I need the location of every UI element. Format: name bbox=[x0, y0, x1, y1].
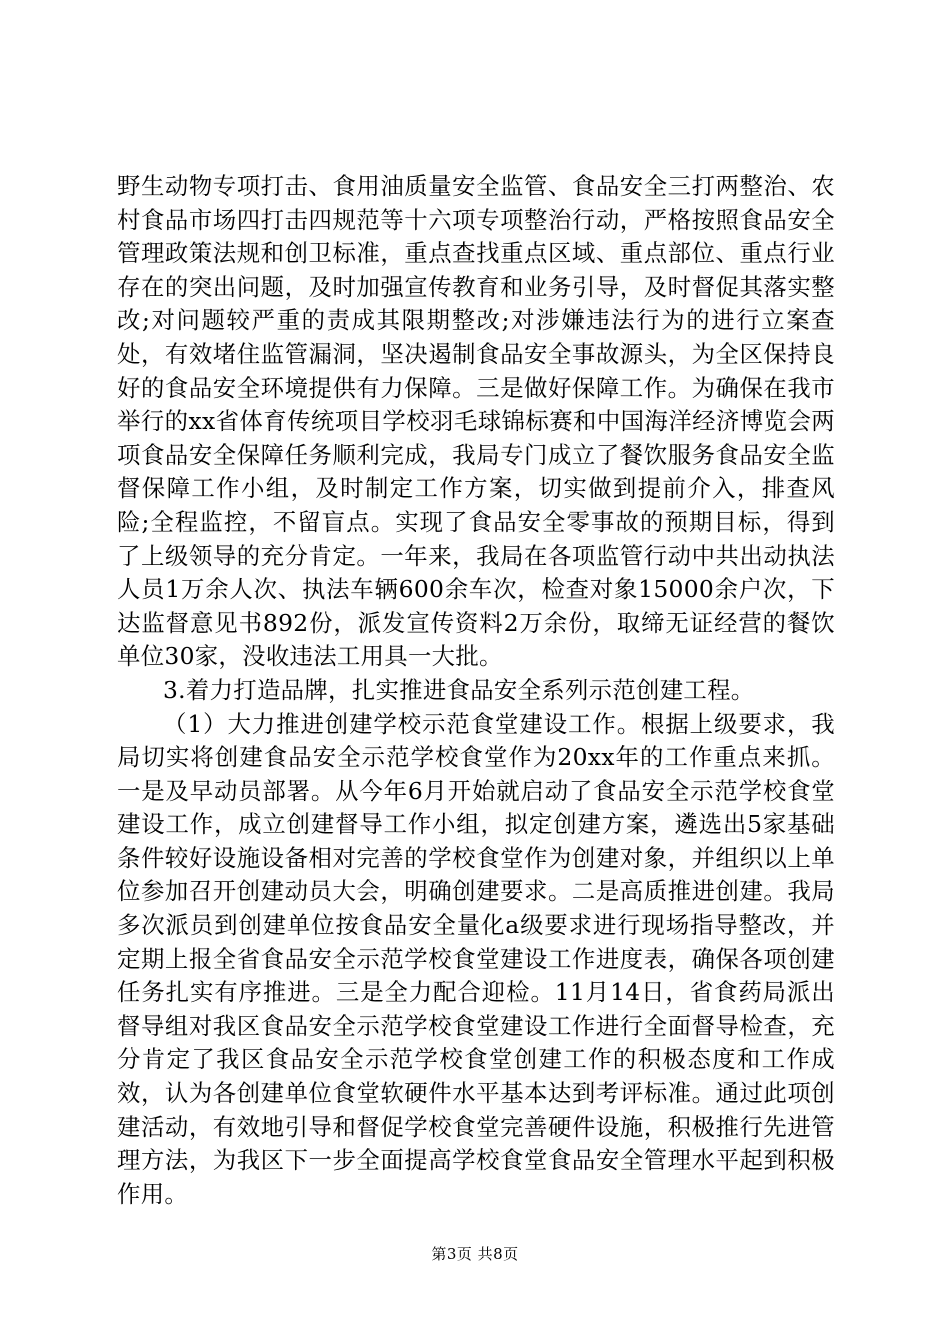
paragraph-continued: 野生动物专项打击、食用油质量安全监管、食品安全三打两整治、农村食品市场四打击四规范等十六项专项整治行动，严格按照食品安全管理政策法规和创卫标准，重点查找重点区域、重点部位、重点行业存在的突出问题，及时加强宣传教育和业务引导，及时督促其落实整改;对问题较严重的责成其限期整改;对涉嫌违法行为的进行立案查处，有效堵住监管漏洞，坚决遏制食品安全事故源头，为全区保持良好的食品安全环境提供有力保障。三是做好保障工作。为确保在我市举行的xx省体育传统项目学校羽毛球锦标赛和中国海洋经济博览会两项食品安全保障任务顺利完成，我局专门成立了餐饮服务食品安全监督保障工作小组，及时制定工作方案，切实做到提前介入，排查风险;全程监控，不留盲点。实现了食品安全零事故的预期目标，得到了上级领导的充分肯定。一年来，我局在各项监管行动中共出动执法人员1万余人次、执法车辆600余车次，检查对象15000余户次，下达监督意见书892份，派发宣传资料2万余份，取缔无证经营的餐饮单位30家，没收违法工用具一大批。 bbox=[117, 172, 835, 671]
paragraph-section-heading: 3.着力打造品牌，扎实推进食品安全系列示范创建工程。 bbox=[163, 675, 755, 704]
page-footer: 第3页 共8页 bbox=[431, 1245, 519, 1263]
paragraph-school-canteen: （1）大力推进创建学校示范食堂建设工作。根据上级要求，我局切实将创建食品安全示范学校食堂作为20xx年的工作重点来抓。一是及早动员部署。从今年6月开始就启动了食品安全示范学校食堂建设工作，成立创建督导工作小组，拟定创建方案，遴选出5家基础条件较好设施设备相对完善的学校食堂作为创建对象，并组织以上单位参加召开创建动员大会，明确创建要求。二是高质推进创建。我局多次派员到创建单位按食品安全量化a级要求进行现场指导整改，并定期上报全省食品安全示范学校食堂建设工作进度表，确保各项创建任务扎实有序推进。三是全力配合迎检。11月14日，省食药局派出督导组对我区食品安全示范学校食堂建设工作进行全面督导检查，充分肯定了我区食品安全示范学校食堂创建工作的积极态度和工作成效，认为各创建单位食堂软硬件水平基本达到考评标准。通过此项创建活动，有效地引导和督促学校食堂完善硬件设施，积极推行先进管理方法，为我区下一步全面提高学校食堂食品安全管理水平起到积极作用。 bbox=[117, 709, 835, 1208]
document-body bbox=[117, 170, 835, 1211]
